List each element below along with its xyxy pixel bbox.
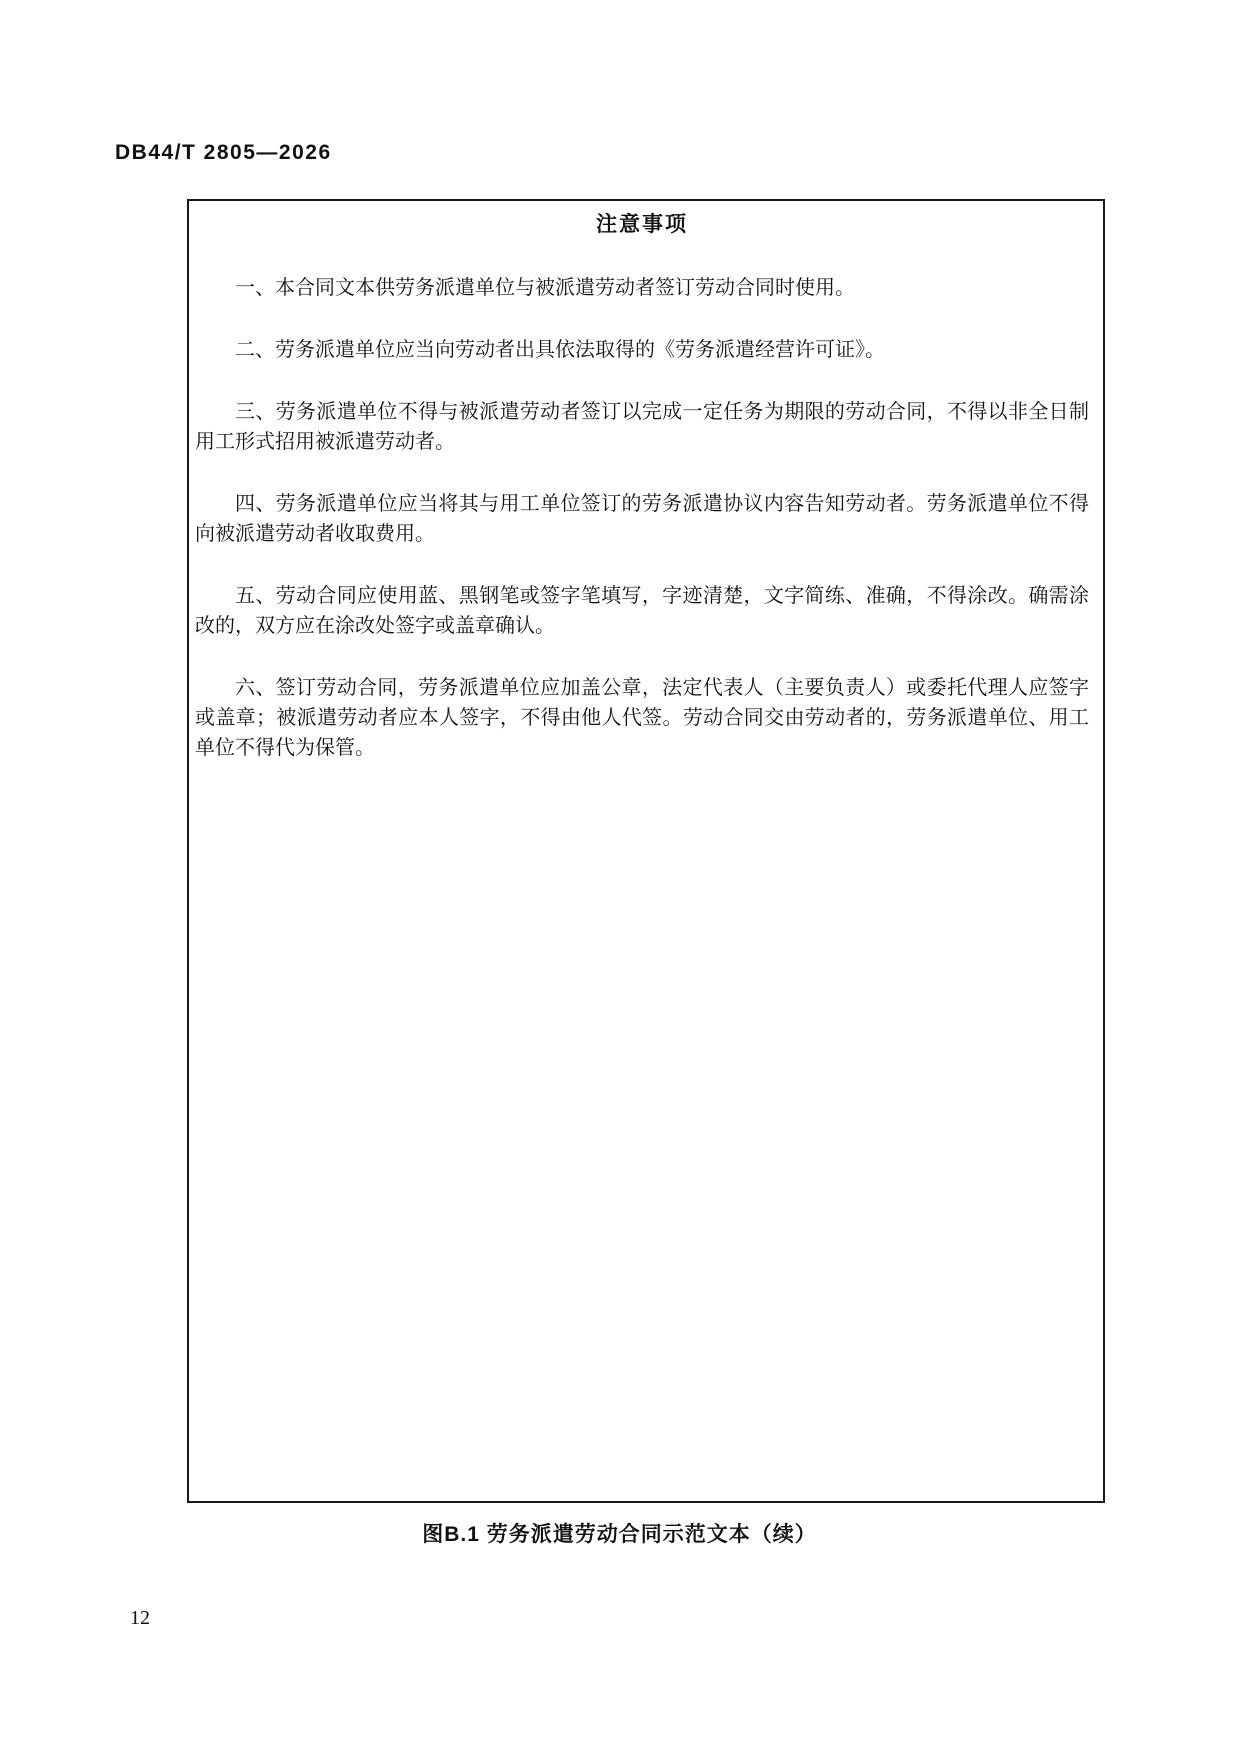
notice-item-3: 三、劳务派遣单位不得与被派遣劳动者签订以完成一定任务为期限的劳动合同，不得以非全日制用工形式招用被派遣劳动者。 (195, 401, 1089, 453)
notice-item-2: 二、劳务派遣单位应当向劳动者出具依法取得的《劳务派遣经营许可证》。 (235, 339, 885, 361)
standard-number-header: DB44/T 2805—2026 (115, 141, 332, 164)
figure-caption: 图B.1 劳务派遣劳动合同示范文本（续） (422, 1523, 817, 1546)
notice-item-1: 一、本合同文本供劳务派遣单位与被派遣劳动者签订劳动合同时使用。 (235, 277, 855, 299)
notice-item-4: 四、劳务派遣单位应当将其与用工单位签订的劳务派遣协议内容告知劳动者。劳务派遣单位不得向被派遣劳动者收取费用。 (195, 493, 1089, 545)
notice-box (187, 199, 1105, 1503)
notice-item-5: 五、劳动合同应使用蓝、黑钢笔或签字笔填写，字迹清楚，文字简练、准确，不得涂改。确需涂改的，双方应在涂改处签字或盖章确认。 (195, 585, 1089, 637)
notice-item-6: 六、签订劳动合同，劳务派遣单位应加盖公章，法定代表人（主要负责人）或委托代理人应签字或盖章；被派遣劳动者应本人签字，不得由他人代签。劳动合同交由劳动者的，劳务派遣单位、用工单位不得代为保管。 (195, 677, 1089, 759)
page-number: 12 (130, 1607, 150, 1629)
notice-title: 注意事项 (596, 213, 688, 236)
